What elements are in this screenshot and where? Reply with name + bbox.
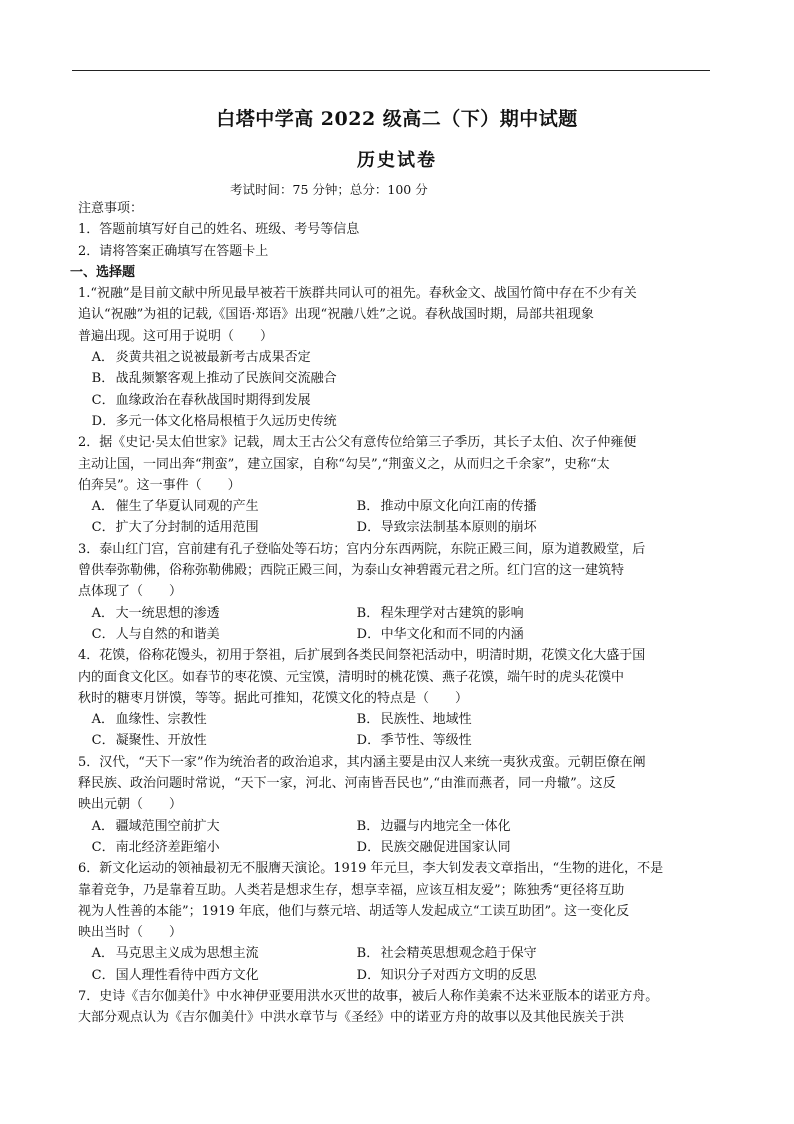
question-stem-line: 3．泰山红门宫，宫前建有孔子登临处等石坊；宫内分东西两院，东院正殿三间，原为道教殿堂，后 — [78, 541, 646, 557]
option-a: A． 马克思主义成为思想主流 — [91, 946, 259, 962]
question-stem-line: 大部分观点认为《吉尔伽美什》中洪水章节与《圣经》中的诺亚方舟的故事以及其他民族关于洪 — [78, 1010, 625, 1026]
option-c: C．南北经济差距缩小 — [91, 839, 220, 855]
option-b: B．推动中原文化向江南的传播 — [356, 499, 537, 515]
option-c: C．扩大了分封制的适用范围 — [91, 520, 259, 536]
question-stem-line: 释民族、政治问题时常说，“天下一家，河北、河南皆吾民也”,“由淮而燕者，同一舟辙”。这反 — [78, 776, 616, 792]
question-3 — [78, 539, 718, 645]
option-d: D．多元一体文化格局根植于久远历史传统 — [91, 413, 337, 429]
question-stem-line: 2．据《史记·吴太伯世家》记载，周太王古公父有意传位给第三子季历，其长子太伯、次子仲雍便 — [78, 435, 637, 451]
question-6 — [78, 858, 718, 986]
exam-title: 白塔中学高 2022 级高二（下）期中试题 — [216, 108, 578, 130]
option-a: A． 血缘性、宗教性 — [91, 712, 207, 728]
exam-info: 考试时间：75 分钟；总分：100 分 — [230, 182, 428, 197]
option-d: D．导致宗法制基本原则的崩坏 — [356, 520, 537, 536]
question-stem-line: 1.“祝融”是目前文献中所见最早被若干族群共同认可的祖先。春秋金文、战国竹简中存在不少有关 — [78, 286, 637, 302]
option-d: D．知识分子对西方文明的反思 — [356, 967, 537, 983]
question-stem-line: 靠着竞争，乃是靠着互助。人类若是想求生存，想享幸福，应该互相友爱”；陈独秀“更径将互助 — [78, 882, 625, 898]
question-stem-line: 内的面食文化区。如春节的枣花馍、元宝馍，清明时的桃花馍、燕子花馍，端午时的虎头花馍中 — [78, 669, 625, 685]
option-a: A． 疆域范围空前扩大 — [91, 818, 220, 834]
notes-heading: 注意事项： — [78, 201, 144, 216]
top-rule — [72, 70, 710, 71]
question-stem-line: 点体现了（ ） — [78, 584, 183, 600]
question-stem-line: 普遍出现。这可用于说明（ ） — [78, 328, 274, 344]
option-b: B．民族性、地域性 — [356, 712, 472, 728]
question-stem-line: 主动让国，一同出奔“荆蛮”，建立国家，自称“勾吴”,“荆蛮义之，从而归之千余家”，史称“太 — [78, 456, 610, 472]
note-item: 2．请将答案正确填写在答题卡上 — [78, 243, 269, 259]
question-stem-line: 映出当时（ ） — [78, 925, 183, 941]
option-c: C．人与自然的和谐美 — [91, 626, 220, 642]
question-stem-line: 秋时的糖枣月饼馍，等等。据此可推知，花馍文化的特点是（ ） — [78, 690, 469, 706]
option-c: C．血缘政治在春秋战国时期得到发展 — [91, 392, 311, 408]
option-a: A． 催生了华夏认同观的产生 — [91, 499, 259, 515]
section-title: 一、选择题 — [70, 264, 136, 280]
question-stem-line: 视为人性善的本能”；1919 年底，他们与蔡元培、胡适等人发起成立“工读互助团”。这一变化反 — [78, 903, 630, 919]
option-d: D．中华文化和而不同的内涵 — [356, 626, 524, 642]
option-b: B．战乱频繁客观上推动了民族间交流融合 — [91, 371, 337, 387]
question-1 — [78, 283, 718, 432]
option-c: C．凝聚性、开放性 — [91, 733, 207, 749]
question-stem-line: 6．新文化运动的领袖最初无不服膺天演论。1919 年元旦，李大钊发表文章指出，“生物的进化，不是 — [78, 861, 664, 877]
option-a: A． 炎黄共祖之说被最新考古成果否定 — [91, 350, 311, 366]
option-b: B．程朱理学对古建筑的影响 — [356, 605, 524, 621]
option-c: C．国人理性看待中西方文化 — [91, 967, 259, 983]
question-7 — [78, 986, 718, 1029]
exam-subtitle: 历史试卷 — [357, 150, 437, 171]
question-5 — [78, 752, 718, 858]
note-item: 1．答题前填写好自己的姓名、班级、考号等信息 — [78, 222, 360, 238]
question-4 — [78, 645, 718, 751]
question-stem-line: 曾供奉弥勒佛，俗称弥勒佛殿；西院正殿三间，为泰山女神碧霞元君之所。红门宫的这一建筑特 — [78, 563, 625, 579]
option-d: D．季节性、等级性 — [356, 733, 472, 749]
question-stem-line: 追认“祝融”为祖的记载,《国语·郑语》出现“祝融八姓”之说。春秋战国时期，局部共祖现象 — [78, 307, 594, 323]
option-a: A． 大一统思想的渗透 — [91, 605, 220, 621]
option-b: B．社会精英思想观念趋于保守 — [356, 946, 537, 962]
question-2 — [78, 432, 718, 538]
option-d: D．民族交融促进国家认同 — [356, 839, 511, 855]
question-stem-line: 伯奔吴”。这一事件（ ） — [78, 477, 241, 493]
exam-content — [70, 198, 718, 1029]
question-stem-line: 7．史诗《吉尔伽美什》中水神伊亚要用洪水灭世的故事，被后人称作美索不达米亚版本的诺亚方舟。 — [78, 988, 659, 1004]
question-stem-line: 映出元朝（ ） — [78, 797, 183, 813]
option-b: B．边疆与内地完全一体化 — [356, 818, 511, 834]
question-stem-line: 4．花馍，俗称花馒头，初用于祭祖，后扩展到各类民间祭祀活动中，明清时期，花馍文化大盛于国 — [78, 648, 646, 664]
question-stem-line: 5．汉代，“天下一家”作为统治者的政治追求，其内涵主要是由汉人来统一夷狄戎蛮。元朝臣僚在阐 — [78, 754, 646, 770]
